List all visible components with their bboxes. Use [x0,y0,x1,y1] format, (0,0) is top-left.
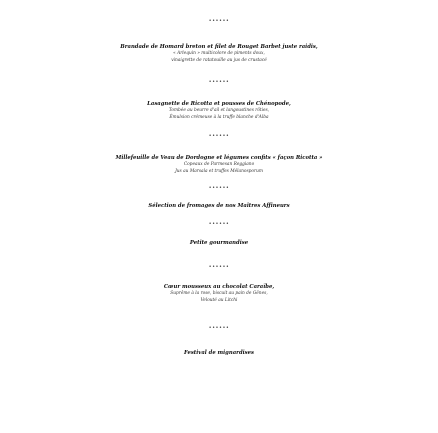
course-title: Sélection de fromages de nos Maîtres Affineurs [148,203,290,209]
course-description: Jus au Marsala et truffes Mélanosporum [175,169,263,174]
course-description: Émulsion crémeuse à la truffe blanche d'Alba [169,115,269,120]
course-title: Cœur mousseux au chocolat Caraïbe, [163,284,275,290]
course-description: Tombée au beurre d'ail et langoustines rôties, [168,108,270,113]
course-title: Lasagnette de Ricotta et pousses de Chénopode, [147,101,291,107]
separator: •••••• [208,79,230,85]
separator: •••••• [208,264,230,270]
separator: •••••• [208,221,230,227]
course-description: Velouté au Litchi [200,298,238,303]
separator: •••••• [208,185,230,191]
course-description: « Arlequin » multicolore de piments doux, [173,51,265,56]
course-description: Suprême à la rose, biscuit au pain de Gênes, [170,291,268,296]
course-title: Petite gourmandise [189,240,249,246]
course-description: Copeaux de Parmesan Reggiano [183,162,255,167]
separator: •••••• [208,133,230,139]
course-description: vinaigrette de ratatouille au jus de crustacé [171,58,267,63]
separator: •••••• [208,18,230,24]
course-title: Festival de mignardises [183,350,254,356]
course-title: Millefeuille de Veau de Dordogne et légumes confits « façon Ricotta » [115,155,323,161]
course-title: Brandade de Homard breton et filet de Rouget Barbet juste raidis, [120,44,318,50]
separator: •••••• [208,325,230,331]
